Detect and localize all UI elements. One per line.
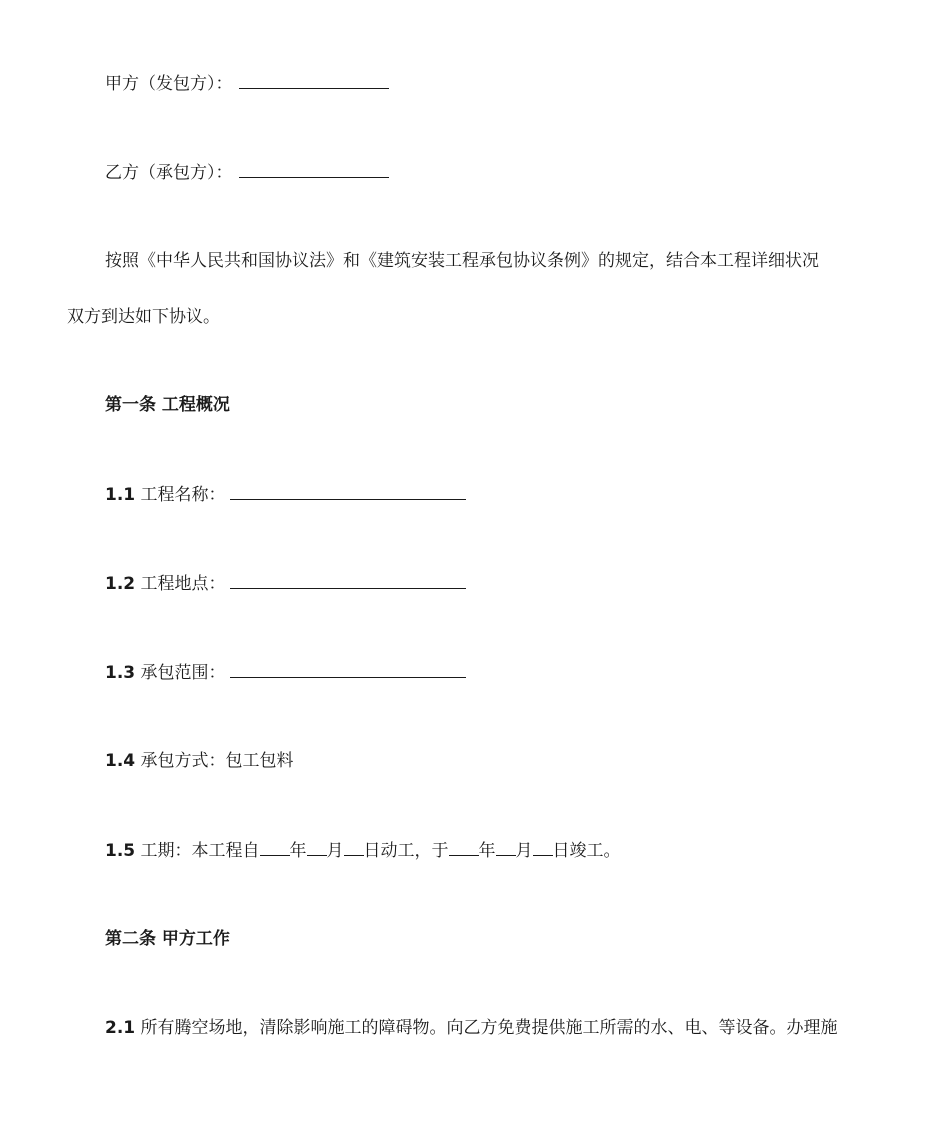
- end-month-blank: [496, 838, 516, 856]
- day-label: 日动工，于: [363, 841, 449, 861]
- item-1-5: [105, 838, 621, 863]
- item-number: 1.4: [105, 751, 136, 771]
- party-b-blank: [239, 160, 389, 178]
- item-1-2: [105, 571, 466, 596]
- year-blank: [260, 838, 290, 856]
- item-text: 工程地点：: [135, 574, 226, 594]
- month-blank: [307, 838, 327, 856]
- item-text: 工期：本工程自: [135, 841, 260, 861]
- item-blank: [230, 482, 466, 500]
- end-day-label: 日竣工。: [552, 841, 621, 861]
- year-label: 年: [289, 841, 307, 861]
- item-number: 1.1: [105, 485, 136, 505]
- item-1-3: [105, 660, 466, 685]
- party-b-line: [105, 160, 389, 185]
- party-a-blank: [239, 71, 389, 89]
- item-text: 所有腾空场地，清除影响施工的障碍物。向乙方免费提供施工所需的水、电、等设备。办理施: [135, 1018, 838, 1038]
- item-2-1: [105, 1016, 838, 1040]
- item-text: 承包范围：: [135, 663, 226, 683]
- item-blank: [230, 571, 466, 589]
- day-blank: [344, 838, 364, 856]
- article-2-heading: 第二条 甲方工作: [105, 929, 230, 949]
- item-blank: [230, 660, 466, 678]
- item-number: 1.5: [105, 841, 136, 861]
- article-1-heading: 第一条 工程概况: [105, 395, 230, 415]
- party-a-line: [105, 71, 389, 96]
- intro-line-2: 双方到达如下协议。: [67, 307, 220, 327]
- end-day-blank: [533, 838, 553, 856]
- item-text: 工程名称：: [135, 485, 226, 505]
- item-number: 1.3: [105, 663, 136, 683]
- month-label: 月: [326, 841, 344, 861]
- intro-line-1: 按照《中华人民共和国协议法》和《建筑安装工程承包协议条例》的规定，结合本工程详细状况: [105, 251, 819, 271]
- party-a-label: 甲方（发包方）：: [105, 74, 233, 94]
- item-number: 1.2: [105, 574, 136, 594]
- item-1-1: [105, 482, 466, 507]
- end-month-label: 月: [515, 841, 533, 861]
- end-year-blank: [449, 838, 479, 856]
- item-number: 2.1: [105, 1018, 136, 1038]
- party-b-label: 乙方（承包方）：: [105, 163, 233, 183]
- item-text: 承包方式：包工包料: [135, 751, 294, 771]
- end-year-label: 年: [478, 841, 496, 861]
- item-1-4: [105, 749, 294, 773]
